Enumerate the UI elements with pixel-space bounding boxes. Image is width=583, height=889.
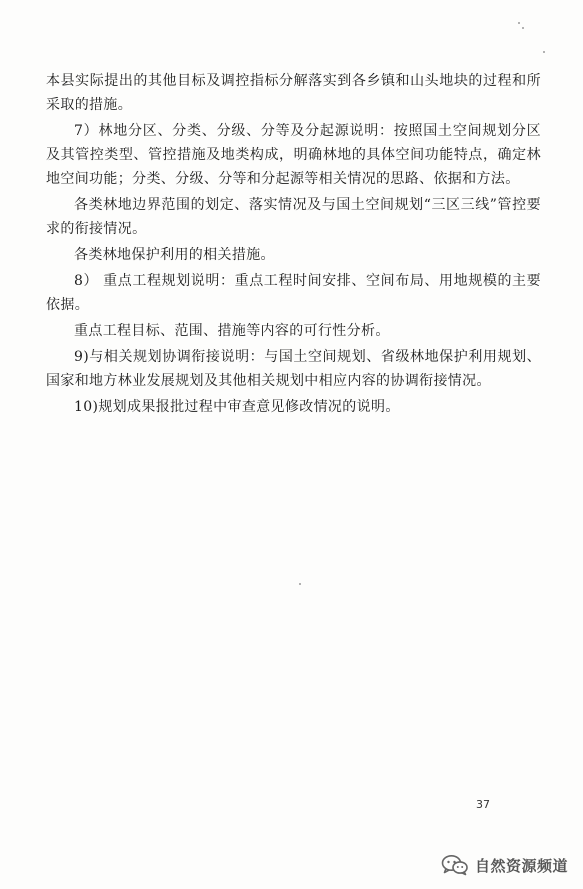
paragraph-feasibility: 重点工程目标、范围、措施等内容的可行性分析。 [74,323,390,339]
document-body [46,69,541,421]
watermark-text: 自然资源频道 [475,856,569,875]
paragraph-forest-zoning: 7）林地分区、分类、分级、分等及分起源说明：按照国土空间规划分区及其管控类型、管控措施及地类构成，明确林地的具体空间功能特点，确定林地空间功能；分类、分级、分等和分起源等相关情况的思路、依据和方法。 [46,123,541,187]
paragraph-review-revisions: 10)规划成果报批过程中审查意见修改情况的说明。 [74,399,400,415]
scan-speck [543,51,545,53]
scan-speck [518,22,520,24]
paragraph-boundary-delineation: 各类林地边界范围的划定、落实情况及与国土空间规划“三区三线”管控要求的衔接情况。 [46,197,541,237]
paragraph-goal-decomposition: 本县实际提出的其他目标及调控指标分解落实到各乡镇和山头地块的过程和所采取的措施。 [46,73,541,113]
paragraph-key-projects: 8） 重点工程规划说明：重点工程时间安排、空间布局、用地规模的主要依据。 [46,273,541,313]
wechat-icon [441,854,469,876]
scan-speck [299,583,301,585]
page-number: 37 [476,798,490,811]
paragraph-protection-measures: 各类林地保护利用的相关措施。 [74,247,275,263]
watermark [441,852,568,878]
paragraph-plan-coordination: 9)与相关规划协调衔接说明：与国土空间规划、省级林地保护利用规划、国家和地方林业发展规划及其他相关规划中相应内容的协调衔接情况。 [46,349,541,389]
scan-speck [522,27,524,29]
